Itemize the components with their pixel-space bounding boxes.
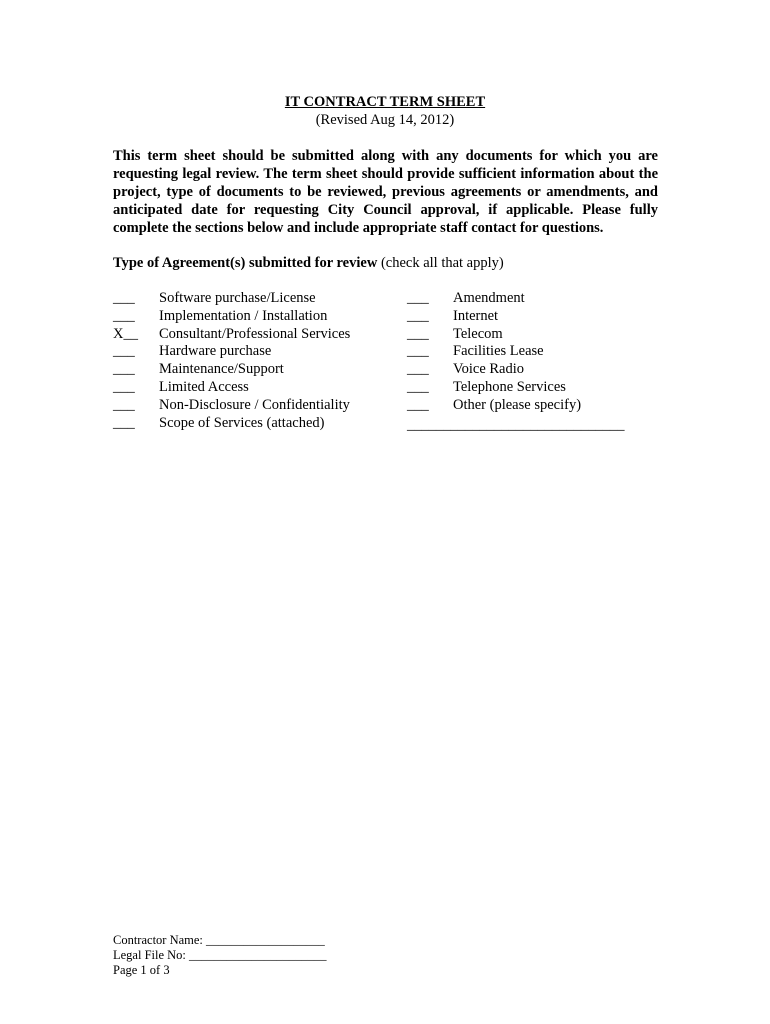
checkbox-mark[interactable]: ___ <box>113 361 135 378</box>
checkbox-mark-checked[interactable]: X__ <box>113 325 138 342</box>
checkbox-mark[interactable]: ___ <box>407 343 429 360</box>
option-label: Non-Disclosure / Confidentiality <box>159 396 350 413</box>
legal-file-no-field[interactable]: Legal File No: ______________________ <box>113 948 327 962</box>
agreement-type-heading-bold: Type of Agreement(s) submitted for review <box>113 255 378 271</box>
option-label: Facilities Lease <box>453 343 544 360</box>
checkbox-mark[interactable]: ___ <box>113 378 135 395</box>
checkbox-mark[interactable]: ___ <box>407 290 429 306</box>
checkbox-mark[interactable]: ___ <box>113 343 135 360</box>
option-label: Internet <box>453 307 499 324</box>
other-specify-field[interactable]: ______________________________ <box>407 417 625 433</box>
agreement-type-heading <box>113 255 504 272</box>
checkbox-mark[interactable]: ___ <box>113 290 135 306</box>
option-label: Amendment <box>453 290 525 306</box>
checkbox-mark[interactable]: ___ <box>113 414 135 431</box>
option-label: Consultant/Professional Services <box>159 325 351 342</box>
checkbox-mark[interactable]: ___ <box>407 307 429 324</box>
option-label: Other (please specify) <box>453 396 582 413</box>
revision-date: (Revised Aug 14, 2012) <box>315 112 455 128</box>
option-label: Hardware purchase <box>159 343 272 360</box>
checkbox-mark[interactable]: ___ <box>407 378 429 395</box>
footer <box>113 933 327 978</box>
checkbox-mark[interactable]: ___ <box>407 396 429 413</box>
option-label: Limited Access <box>159 378 249 395</box>
page-number: Page 1 of 3 <box>113 963 170 977</box>
option-label: Implementation / Installation <box>159 307 328 324</box>
option-label: Maintenance/Support <box>159 361 284 378</box>
option-label: Software purchase/License <box>159 290 316 306</box>
intro-paragraph: This term sheet should be submitted along with any documents for which you are requesting legal review. The term sheet should provide sufficient information about the project, type of documents to be reviewed, previous agreements or amendments, and anticipated date for requesting City Council approval, if applicable. Please fully complete the sections below and include appropriate staff contact for questions. <box>113 148 658 236</box>
contractor-name-field[interactable]: Contractor Name: ___________________ <box>113 933 325 947</box>
agreement-type-heading-note: (check all that apply) <box>377 255 504 271</box>
option-label: Telephone Services <box>453 378 566 395</box>
document-title: IT CONTRACT TERM SHEET <box>284 94 486 110</box>
checkbox-mark[interactable]: ___ <box>407 325 429 342</box>
option-label: Voice Radio <box>453 361 525 378</box>
option-label: Scope of Services (attached) <box>159 414 325 431</box>
checkbox-mark[interactable]: ___ <box>113 396 135 413</box>
checkbox-mark[interactable]: ___ <box>407 361 429 378</box>
option-label: Telecom <box>453 325 503 342</box>
checkbox-mark[interactable]: ___ <box>113 307 135 324</box>
